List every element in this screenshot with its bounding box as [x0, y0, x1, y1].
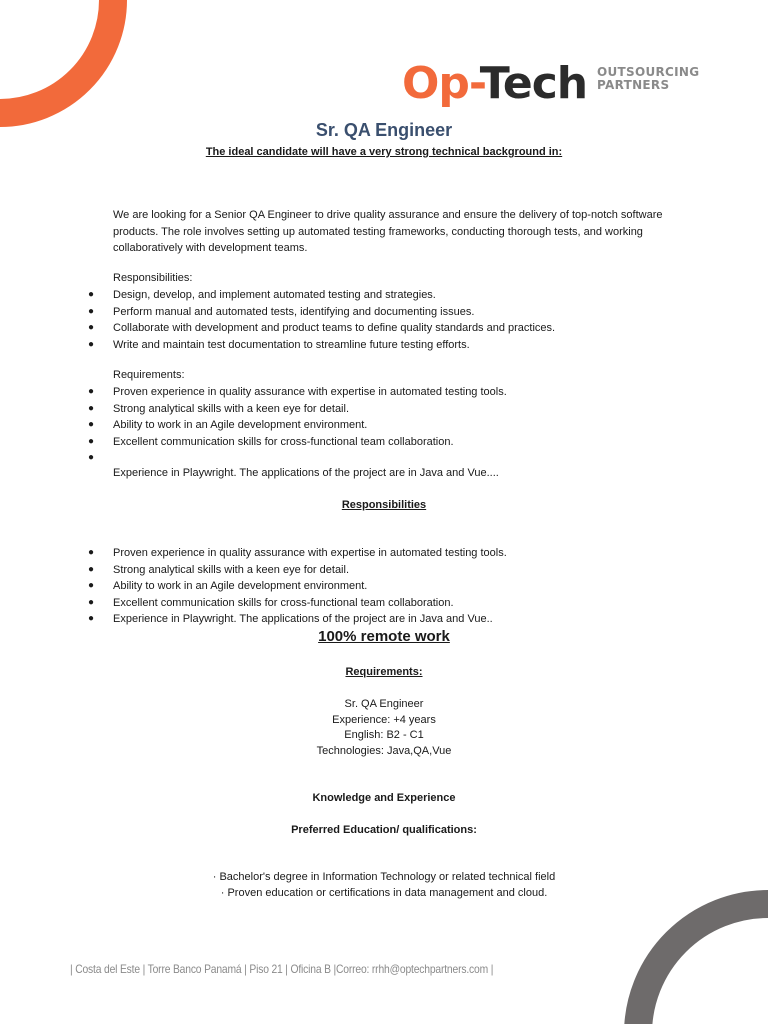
list-item: ● Strong analytical skills with a keen eye for detail.: [88, 402, 350, 415]
responsibilities-list-2: [0, 545, 768, 628]
knowledge-heading: Knowledge and Experience: [312, 792, 456, 804]
responsibilities-label: Responsibilities:: [113, 272, 193, 284]
job-title: Sr. QA Engineer: [315, 120, 453, 140]
requirements-heading: Requirements:: [345, 666, 423, 678]
list-item: ● Write and maintain test documentation to streamline future testing efforts.: [88, 338, 470, 351]
list-item: ●: [88, 452, 95, 464]
footer-address: | Costa del Este | Torre Banco Panamá | Piso 21 | Oficina B |Correo: rrhh@optechpartners.com |: [70, 962, 494, 976]
list-item: ● Design, develop, and implement automated testing and strategies.: [88, 289, 436, 301]
decorative-gray-arc: [580, 880, 768, 1024]
list-item: ● Ability to work in an Agile development environment.: [88, 580, 368, 593]
list-item: ● Experience in Playwright. The applications of the project are in Java and Vue..: [88, 613, 493, 626]
education-heading: Preferred Education/ qualifications:: [291, 824, 477, 836]
intro-paragraph: We are looking for a Senior QA Engineer to drive quality assurance and ensure the delivery of top-notch software products. The role involves setting up automated testing frameworks, conducting thorough tests, and working collaboratively with development teams.: [113, 209, 663, 254]
remote-work-heading: 100% remote work: [318, 628, 450, 645]
education-item: · Bachelor's degree in Information Technology or related technical field: [212, 871, 556, 883]
list-item: ● Proven experience in quality assurance with expertise in automated testing tools.: [88, 386, 507, 398]
summary-english: English: B2 - C1: [344, 729, 424, 741]
list-item: ● Proven experience in quality assurance with expertise in automated testing tools.: [88, 547, 507, 559]
list-item: ● Excellent communication skills for cross-functional team collaboration.: [88, 596, 454, 609]
playwright-note: Experience in Playwright. The applications of the project are in Java and Vue....: [113, 467, 499, 479]
job-subtitle: The ideal candidate will have a very strong technical background in:: [205, 146, 563, 158]
logo-wordmark: Op-Tech: [402, 58, 588, 109]
summary-technologies: Technologies: Java,QA,Vue: [316, 745, 452, 757]
summary-role: Sr. QA Engineer: [344, 698, 424, 710]
summary-experience: Experience: +4 years: [332, 714, 436, 726]
list-item: ● Perform manual and automated tests, identifying and documenting issues.: [88, 305, 475, 318]
responsibilities-list: [0, 287, 768, 353]
list-item: ● Excellent communication skills for cross-functional team collaboration.: [88, 435, 454, 448]
requirements-label: Requirements:: [113, 369, 185, 381]
education-item: · Proven education or certifications in data management and cloud.: [220, 887, 548, 899]
company-logo: [402, 58, 702, 110]
list-item: ● Ability to work in an Agile development environment.: [88, 419, 368, 432]
responsibilities-heading: Responsibilities: [341, 499, 427, 511]
list-item: ● Collaborate with development and product teams to define quality standards and practices.: [88, 322, 556, 335]
requirements-list: [0, 384, 768, 467]
logo-tagline: OUTSOURCING PARTNERS: [597, 65, 700, 92]
list-item: ● Strong analytical skills with a keen eye for detail.: [88, 563, 350, 576]
